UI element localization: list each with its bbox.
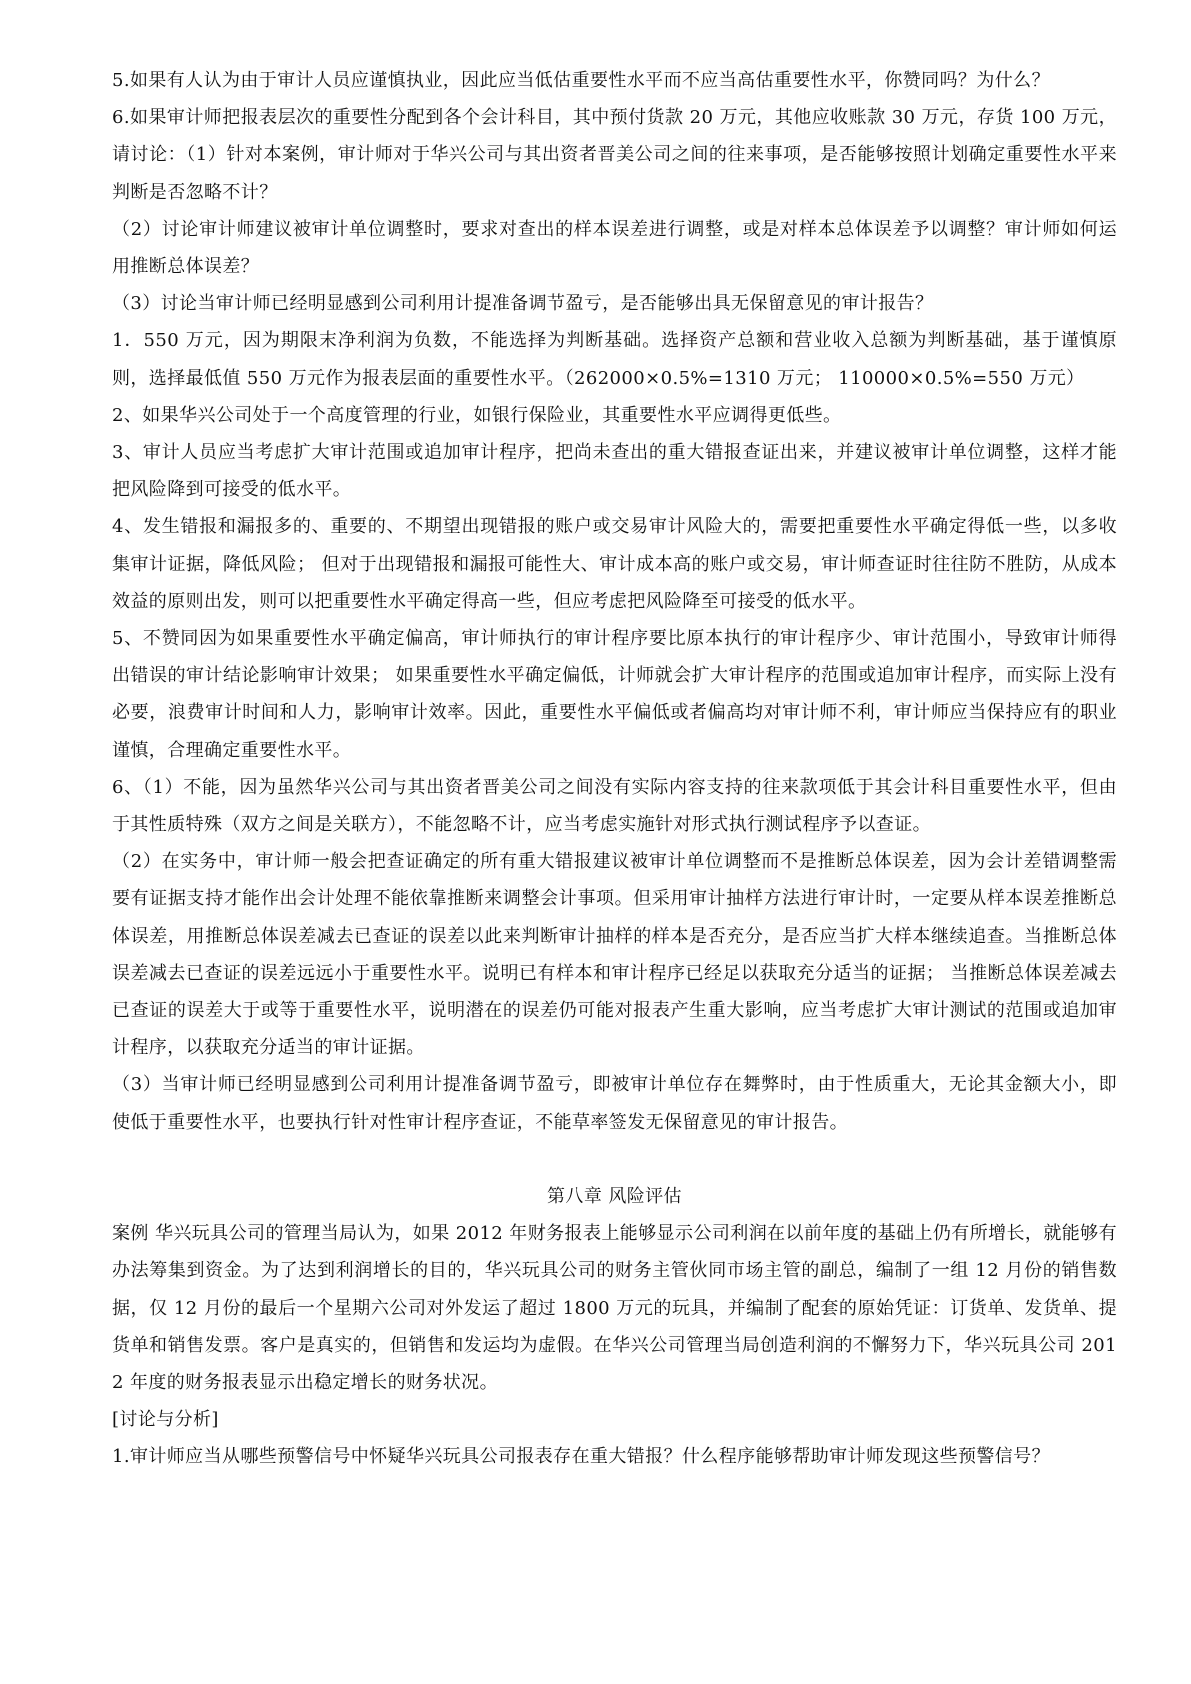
answer-3: 3、审计人员应当考虑扩大审计范围或追加审计程序，把尚未查出的重大错报查证出来，并建议被审计单位调整，这样才能把风险降到可接受的低水平。: [112, 442, 1117, 501]
answer-5: 5、不赞同因为如果重要性水平确定偏高，审计师执行的审计程序要比原本执行的审计程序少、审计范围小，导致审计师得出错误的审计结论影响审计效果； 如果重要性水平确定偏低，计师就会扩大审计程序的范围或追加审计程序，而实际上没有必要，浪费审计时间和人力，影响审计效率。因此，重要性水平偏低或者偏高均对审计师不利，审计师应当保持应有的职业谨慎，合理确定重要性水平。: [112, 628, 1117, 761]
question-6-part-3: （3）讨论当审计师已经明显感到公司利用计提准备调节盈亏，是否能够出具无保留意见的审计报告？: [112, 293, 934, 315]
answer-6-part-2: （2）在实务中，审计师一般会把查证确定的所有重大错报建议被审计单位调整而不是推断总体误差，因为会计差错调整需要有证据支持才能作出会计处理不能依靠推断来调整会计事项。但采用审计抽样方法进行审计时，一定要从样本误差推断总体误差，用推断总体误差减去已查证的误差以此来判断审计抽样的样本是否充分，是否应当扩大样本继续追查。当推断总体误差减去已查证的误差远远小于重要性水平。说明已有样本和审计程序已经足以获取充分适当的证据； 当推断总体误差减去已查证的误差大于或等于重要性水平，说明潜在的误差仍可能对报表产生重大影响，应当考虑扩大审计测试的范围或追加审计程序，以获取充分适当的审计证据。: [112, 851, 1117, 1059]
discussion-question-1: 1.审计师应当从哪些预警信号中怀疑华兴玩具公司报表存在重大错报？什么程序能够帮助审计师发现这些预警信号？: [112, 1446, 1050, 1468]
case-text: 案例 华兴玩具公司的管理当局认为，如果 2012 年财务报表上能够显示公司利润在以前年度的基础上仍有所增长，就能够有办法筹集到资金。为了达到利润增长的目的，华兴玩具公司的财务主管伙同市场主管的副总，编制了一组 12 月份的销售数据，仅 12 月份的最后一个星期六公司对外发运了超过 1800 万元的玩具，并编制了配套的原始凭证：订货单、发货单、提货单和销售发票。客户是真实的，但销售和发运均为虚假。在华兴公司管理当局创造利润的不懈努力下，华兴玩具公司 2012 年度的财务报表显示出稳定增长的财务状况。: [112, 1223, 1117, 1393]
answer-4: 4、发生错报和漏报多的、重要的、不期望出现错报的账户或交易审计风险大的，需要把重要性水平确定得低一些，以多收集审计证据，降低风险； 但对于出现错报和漏报可能性大、审计成本高的账户或交易，审计师查证时往往防不胜防，从成本效益的原则出发，则可以把重要性水平确定得高一些，但应考虑把风险降至可接受的低水平。: [112, 516, 1117, 612]
answer-1: 1．550 万元，因为期限末净利润为负数，不能选择为判断基础。选择资产总额和营业收入总额为判断基础，基于谨慎原则，选择最低值 550 万元作为报表层面的重要性水平。（262000×0.5%=1310 万元； 110000×0.5%=550 万元）: [112, 330, 1117, 389]
answer-6-part-1: 6、（1）不能，因为虽然华兴公司与其出资者晋美公司之间没有实际内容支持的往来款项低于其会计科目重要性水平，但由于其性质特殊（双方之间是关联方），不能忽略不计，应当考虑实施针对形式执行测试程序予以查证。: [112, 776, 1117, 836]
chapter-title: 第八章 风险评估: [547, 1185, 682, 1207]
question-6: 6.如果审计师把报表层次的重要性分配到各个会计科目，其中预付货款 20 万元，其他应收账款 30 万元，存货 100 万元，请讨论：（1）针对本案例，审计师对于华兴公司与其出资者晋美公司之间的往来事项，是否能够按照计划确定重要性水平来判断是否忽略不计？: [112, 107, 1117, 203]
question-5: 5.如果有人认为由于审计人员应谨慎执业，因此应当低估重要性水平而不应当高估重要性水平，你赞同吗？为什么？: [112, 70, 1050, 91]
document-page: [112, 62, 1117, 1476]
question-6-part-2: （2）讨论审计师建议被审计单位调整时，要求对查出的样本误差进行调整，或是对样本总体误差予以调整？审计师如何运用推断总体误差？: [112, 218, 1117, 278]
section-spacer: [112, 1141, 1117, 1178]
discussion-heading: [讨论与分析]: [112, 1409, 219, 1431]
answer-6-part-3: （3）当审计师已经明显感到公司利用计提准备调节盈亏，即被审计单位存在舞弊时，由于性质重大，无论其金额大小，即使低于重要性水平，也要执行针对性审计程序查证，不能草率签发无保留意见的审计报告。: [112, 1074, 1117, 1133]
answer-2: 2、如果华兴公司处于一个高度管理的行业，如银行保险业，其重要性水平应调得更低些。: [112, 404, 842, 426]
